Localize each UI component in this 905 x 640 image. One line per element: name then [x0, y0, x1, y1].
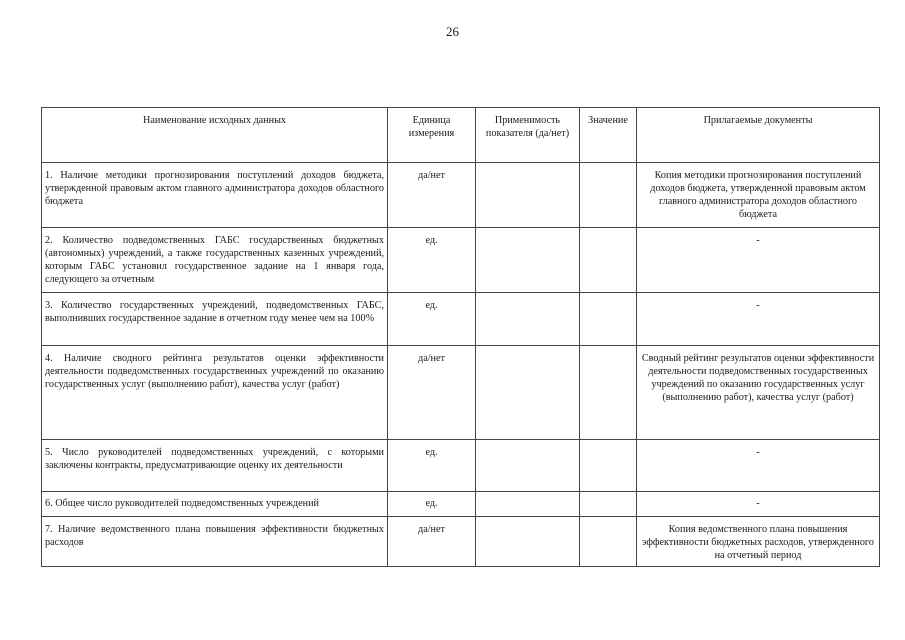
row-docs: Сводный рейтинг результатов оценки эффективности деятельности подведомственных государственных учреждений по оказанию государственных услуг (выполнению работ), качества услуг (работ)	[637, 346, 880, 440]
row-value	[580, 228, 637, 293]
table-row	[42, 492, 880, 517]
row-docs: Копия методики прогнозирования поступлений доходов бюджета, утвержденной правовым актом главного администратора доходов областного бюджета	[637, 163, 880, 228]
table-row	[42, 517, 880, 567]
row-name: 5. Число руководителей подведомственных учреждений, с которыми заключены контракты, предусматривающие оценку их деятельности	[42, 440, 388, 492]
header-unit: Единица измерения	[388, 108, 476, 163]
table-header-row	[42, 108, 880, 163]
row-applicability	[476, 163, 580, 228]
row-unit: ед.	[388, 228, 476, 293]
row-value	[580, 163, 637, 228]
source-data-table	[41, 107, 880, 567]
row-unit: ед.	[388, 293, 476, 346]
table-row	[42, 346, 880, 440]
table-row	[42, 228, 880, 293]
row-applicability	[476, 440, 580, 492]
row-docs: -	[637, 440, 880, 492]
row-unit: да/нет	[388, 517, 476, 567]
row-value	[580, 293, 637, 346]
header-name: Наименование исходных данных	[42, 108, 388, 163]
row-value	[580, 517, 637, 567]
row-applicability	[476, 492, 580, 517]
table-row	[42, 440, 880, 492]
row-unit: да/нет	[388, 346, 476, 440]
page-number: 26	[446, 24, 459, 39]
row-value	[580, 440, 637, 492]
header-docs: Прилагаемые документы	[637, 108, 880, 163]
table-row	[42, 163, 880, 228]
table-row	[42, 293, 880, 346]
row-docs: Копия ведомственного плана повышения эффективности бюджетных расходов, утвержденного на отчетный период	[637, 517, 880, 567]
row-value	[580, 346, 637, 440]
row-name: 1. Наличие методики прогнозирования поступлений доходов бюджета, утвержденной правовым актом главного администратора доходов областного бюджета	[42, 163, 388, 228]
row-unit: да/нет	[388, 163, 476, 228]
row-name: 4. Наличие сводного рейтинга результатов оценки эффективности деятельности подведомственных государственных учреждений по оказанию государственных услуг (выполнению работ), качества услуг (работ)	[42, 346, 388, 440]
row-applicability	[476, 228, 580, 293]
header-value: Значение	[580, 108, 637, 163]
row-value	[580, 492, 637, 517]
row-applicability	[476, 517, 580, 567]
row-applicability	[476, 346, 580, 440]
row-name: 7. Наличие ведомственного плана повышения эффективности бюджетных расходов	[42, 517, 388, 567]
header-applicability: Применимость показателя (да/нет)	[476, 108, 580, 163]
row-unit: ед.	[388, 440, 476, 492]
row-applicability	[476, 293, 580, 346]
row-docs: -	[637, 293, 880, 346]
row-name: 6. Общее число руководителей подведомственных учреждений	[42, 492, 388, 517]
row-docs: -	[637, 228, 880, 293]
row-docs: -	[637, 492, 880, 517]
row-name: 3. Количество государственных учреждений, подведомственных ГАБС, выполнивших государственное задание в отчетном году менее чем на 100%	[42, 293, 388, 346]
row-unit: ед.	[388, 492, 476, 517]
row-name: 2. Количество подведомственных ГАБС государственных бюджетных (автономных) учреждений, а также государственных казенных учреждений, которым ГАБС установил государственное задание на 1 января года, следующего за отчетным	[42, 228, 388, 293]
